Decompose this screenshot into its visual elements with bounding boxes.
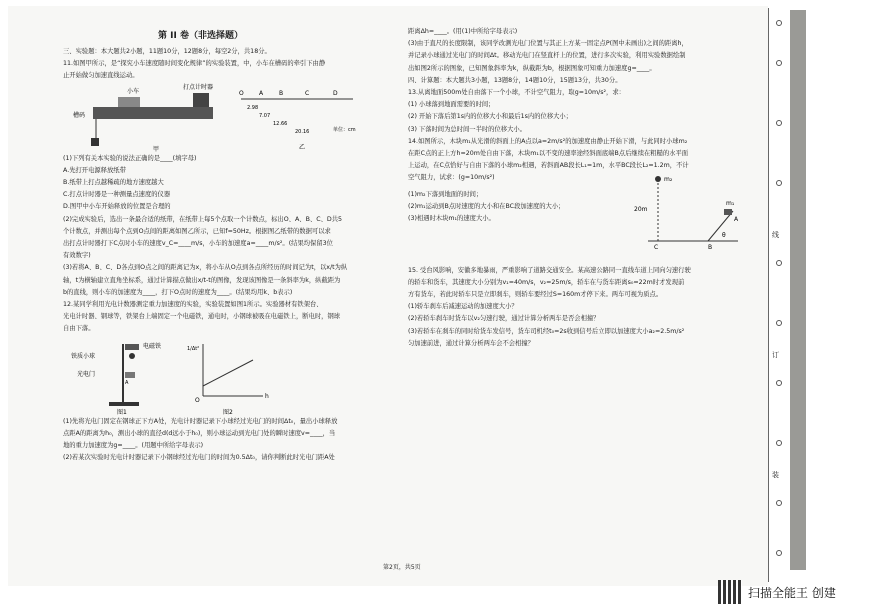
text-line: 12.某同学利用光电计数器测定重力加速度的实验，实验装置如图1所示。实验器材有铁架台、 xyxy=(63,301,323,309)
ball-m2 xyxy=(655,176,661,182)
tape-c: C xyxy=(305,89,310,97)
text-line: D.图甲中小车开始释放的位置是合理的 xyxy=(63,203,171,211)
text-line: (1)下列有关本实验的说法正确的是____(填字母) xyxy=(63,154,197,162)
marker-a: A xyxy=(125,379,129,386)
text-line: 地的重力加速度为g=____。(用题中所给字母表示) xyxy=(63,442,204,450)
text-line: 14.如图所示，木块m₁从光滑的斜面上的A点以a=2m/s²的加速度由静止开始下滑，与此同时小球m₂ xyxy=(408,137,688,145)
text-line: (2)若某次实验时光电计时器记录下小钢球经过光电门的时间为0.5Δt₀，请你判断此时光电门距A处 xyxy=(63,454,335,462)
binding-label: 订 xyxy=(772,351,779,359)
label-m1: m₁ xyxy=(726,199,735,207)
text-line: 空气阻力，试求：(g=10m/s²) xyxy=(408,174,495,182)
figure-11 xyxy=(63,83,383,153)
text-line: (3)相遇时木块m₁的速度大小。 xyxy=(408,215,495,223)
graph-line xyxy=(203,360,253,386)
binding-label: 线 xyxy=(772,231,779,239)
left-column xyxy=(63,46,383,464)
timer xyxy=(193,93,209,107)
incline-line xyxy=(708,211,733,241)
section-title: 第 II 卷（非选择题） xyxy=(158,31,243,41)
fig1-label: 图1 xyxy=(117,408,127,416)
ball xyxy=(129,353,135,359)
fig2-label: 图2 xyxy=(223,408,233,416)
text-line: 13.从离地面500m处自由落下一个小球，不计空气阻力，取g=10m/s²，求： xyxy=(408,89,625,97)
label-c: C xyxy=(654,243,659,251)
binding-dot xyxy=(776,60,782,66)
text-line: (2)若轿车刹车时货车以v₂匀速行驶，通过计算分析两车是否会相撞？ xyxy=(408,315,600,323)
binding-gray-band xyxy=(790,10,806,570)
text-line: b的直线，则小车的加速度为____，打下O点时的速度为____。(结果均用k、b表示) xyxy=(63,288,293,296)
tape-b: B xyxy=(279,89,284,97)
label-b: B xyxy=(708,243,713,251)
label-a: A xyxy=(734,215,739,223)
text-line: (3)由于直尺的长度限制，该同学改测光电门位置与其正上方某一固定点P(图中未画出)之间的距离h， xyxy=(408,40,688,48)
text-line: (2) 开始下落后第1s内的位移大小和最后1s内的位移大小； xyxy=(408,113,573,121)
text-line: 上运动，在C点恰好与自由下落的小球m₂相遇，若斜面AB段长L₁=1m，水平BC段长L₂=1.2m，不计 xyxy=(408,162,689,170)
text-line: (1) 小球落到地面需要的时间； xyxy=(408,101,495,109)
text-line: 11.如图甲所示，是“探究小车速度随时间变化规律”的实验装置，中，小车在槽码的牵引下由静 xyxy=(63,60,326,68)
graph-y-label: 1/Δt² xyxy=(187,345,200,352)
fig-jia: 甲 xyxy=(153,145,160,153)
label-gate: 光电门 xyxy=(77,370,96,378)
text-line: (2)m₁运动到B点时速度的大小和在BC段加速度的大小； xyxy=(408,202,565,210)
binding-dot xyxy=(776,440,782,446)
label-magnet: 电磁铁 xyxy=(143,342,162,350)
text-line: (1)轿车刹车后减速运动的加速度大小？ xyxy=(408,303,518,311)
experiment-diagram xyxy=(63,83,383,153)
text-line: A.先打开电源释放纸带 xyxy=(63,166,126,174)
label-theta: θ xyxy=(722,231,726,239)
text-line: 匀加速前进，通过计算分析两车会不会相撞？ xyxy=(408,339,534,347)
text-line: B.纸带上打点越稀疏的地方速度越大 xyxy=(63,179,164,187)
text-line: (2)完成实验后，选出一条最合适的纸带，在纸带上每5个点取一个计数点，标出O、A、B、C、D共5 xyxy=(63,215,343,223)
text-line: 并记录小球通过光电门的时间Δt。移动光电门在竖直杆上的位置，进行多次实验，利用实验数据绘制 xyxy=(408,52,686,60)
binding-dot xyxy=(776,120,782,126)
label-ball: 铁质小球 xyxy=(71,352,96,360)
tape-d2: 7.07 xyxy=(259,112,271,119)
weight xyxy=(91,138,99,146)
incline-diagram xyxy=(628,171,748,251)
text-line: 自由下落。 xyxy=(63,325,95,333)
tape-d: D xyxy=(333,89,338,97)
exam-page xyxy=(8,6,768,586)
text-line: (1)先将光电门固定在钢球正下方A处，光电计时器记录下小球经过光电门的时间Δt₀，量出小球释放 xyxy=(63,417,338,425)
label-weight: 槽码 xyxy=(73,111,86,119)
graph-origin: O xyxy=(195,396,200,404)
text-line: 的轿车和货车，其速度大小分别为v₁=40m/s，v₂=25m/s，轿车在与货车距离s₀=22m时才发现前 xyxy=(408,278,685,286)
watermark-text: 扫描全能王 创建 xyxy=(748,585,836,600)
binding-dot xyxy=(776,500,782,506)
text-line: 止开始做匀加速直线运动。 xyxy=(63,72,139,80)
gate xyxy=(125,372,135,378)
binding-dot xyxy=(776,260,782,266)
text-line: 个计数点，并测出每个点到O点间的距离如图乙所示，已知f=50Hz。根据图乙纸带的数据可以求 xyxy=(63,227,331,235)
text-line: 方有货车，若此时轿车只是立即刹车，则轿车要经过S=160m才停下来。两车可视为质点。 xyxy=(408,291,663,299)
tape-d4: 20.16 xyxy=(295,128,310,135)
binding-dot xyxy=(776,320,782,326)
tape-d1: 2.98 xyxy=(247,104,259,111)
magnet xyxy=(125,344,139,350)
label-height: 20m xyxy=(634,205,648,213)
tape-unit: 单位：cm xyxy=(333,126,356,133)
page-footer: 第2页，共5页 xyxy=(383,564,421,571)
track xyxy=(93,107,213,119)
figure-12 xyxy=(63,336,383,416)
text-line: (1)m₂下落到地面的时间； xyxy=(408,190,483,198)
binding-dot xyxy=(776,380,782,386)
text-line: 15. 受台风影响，安徽多地暴雨，严重影响了道路交通安全。某高速公路同一直线车道上同向匀速行驶 xyxy=(408,266,691,274)
cart xyxy=(118,97,140,107)
photogate-diagram xyxy=(63,336,383,416)
binding-dot xyxy=(776,180,782,186)
block-m1 xyxy=(724,209,732,215)
text-line: 光电计时器、钢球等，铁架台上端固定一个电磁铁，通电时，小钢球被吸在电磁铁上，断电时，钢球 xyxy=(63,313,341,321)
label-m2: m₂ xyxy=(664,175,673,183)
text-line: 在距C点的正上方h=20m处自由下落，木块m₁以不变的速率途经斜面底端B点后继续在粗糙的水平面 xyxy=(408,150,689,158)
binding-label: 装 xyxy=(772,471,779,479)
text-line: 点距A的距离为h₀，测出小球的直径d(d远小于h₀)，则小球运动到光电门处的瞬时速度v=____，当 xyxy=(63,429,336,437)
stand-base xyxy=(109,402,139,406)
binding-dot xyxy=(776,20,782,26)
tape-o: O xyxy=(239,89,244,97)
tape-d3: 12.66 xyxy=(273,120,288,127)
text-line: 三、实验题：本大题共2小题，11题10分，12题8分，每空2分，共18分。 xyxy=(63,48,271,55)
scanner-watermark xyxy=(718,580,836,604)
text-line: C.打点计时器是一种测量点速度的仪器 xyxy=(63,191,171,199)
qr-code-icon xyxy=(718,580,742,604)
binding-dot xyxy=(776,550,782,556)
text-line: 出打点计时器打下C点时小车的速度v_C=____m/s，小车的加速度a=____m/s²。(结果均保留3位 xyxy=(63,240,333,248)
fig-yi: 乙 xyxy=(299,143,306,151)
text-line: (3)若轿车在刹车的同时给货车发信号，货车司机经t₀=2s收到信号后立即以加速度大小a₂=2.5m/s² xyxy=(408,327,685,335)
graph-x-label: h xyxy=(265,392,269,400)
text-line: 出如图2所示的图象，已知图象斜率为k，纵截距为b，根据图象可知重力加速度g=____。 xyxy=(408,64,656,72)
tape-a: A xyxy=(259,89,264,97)
right-column xyxy=(408,26,748,350)
text-line: (3)若将A、B、C、D各点到O点之间的距离记为x，将小车从O点到各点所经历的时间记为t，以x/t为纵 xyxy=(63,264,348,272)
label-timer: 打点计时器 xyxy=(183,83,214,91)
text-line: 四、计算题：本大题共3小题，13题8分，14题10分，15题13分，共30分。 xyxy=(408,76,622,84)
label-car: 小车 xyxy=(127,87,140,95)
text-line: (3) 下落时间为总时间一半时的位移大小。 xyxy=(408,125,526,133)
text-line: 轴，t为横轴建立直角坐标系，通过计算描点做出x/t-t的图像，发现该图像是一条斜率为k，纵截距为 xyxy=(63,276,341,284)
text-line: 距离Δh=____。(用(1)中所给字母表示) xyxy=(408,28,518,35)
text-line: 有效数字) xyxy=(63,252,91,260)
